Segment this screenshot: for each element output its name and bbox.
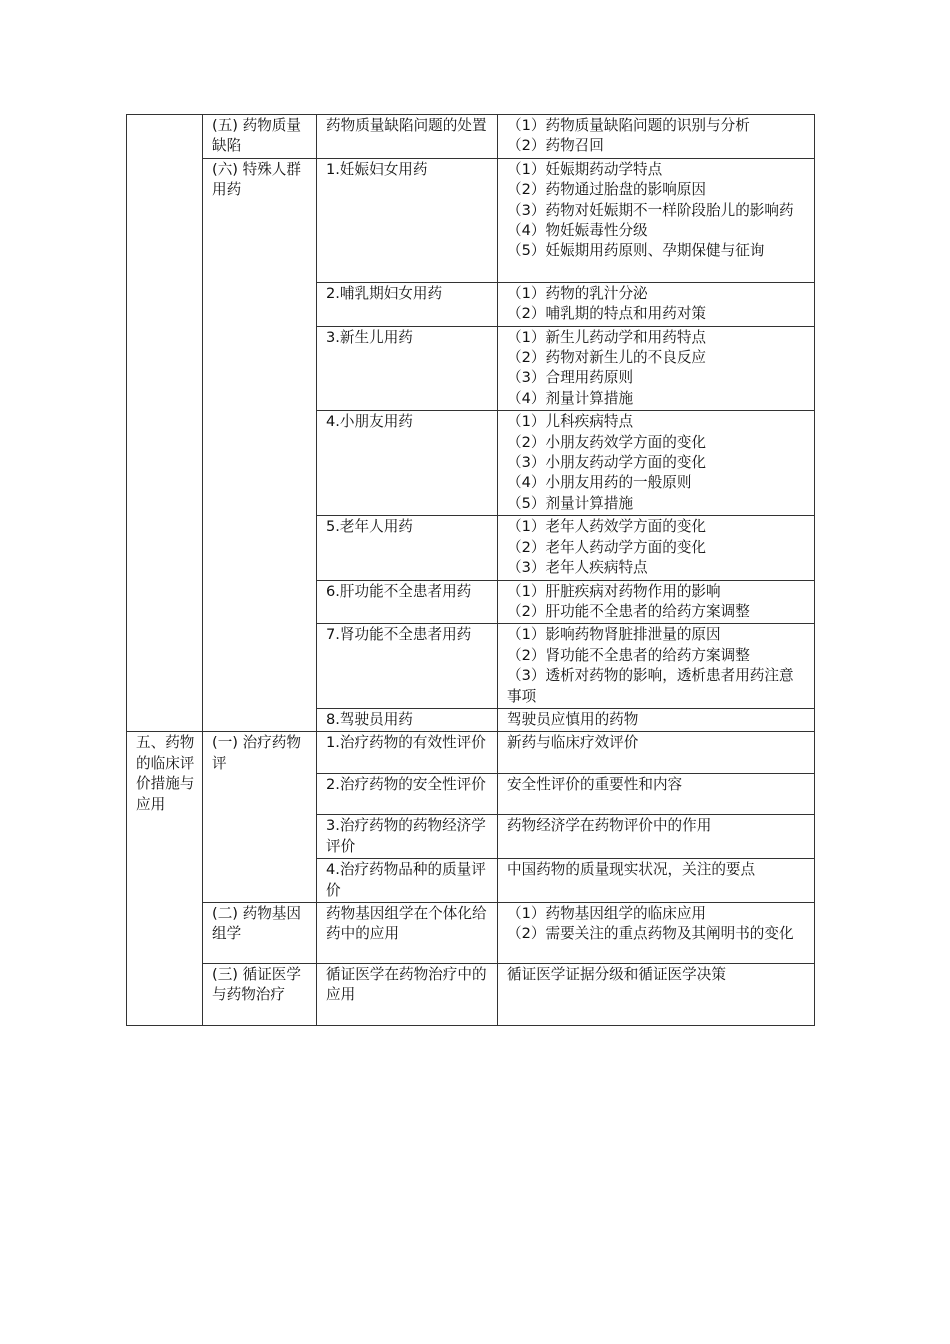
table-row [127, 732, 815, 774]
table-row [127, 902, 815, 963]
topic-cell: 3.治疗药物的药物经济学评价 [317, 815, 498, 859]
point-item: （3）药物对妊娠期不一样阶段胎儿的影响药 [507, 201, 794, 219]
point-item: 中国药物的质量现实状况，关注的要点 [507, 861, 756, 879]
points-cell [498, 859, 815, 903]
points-cell [498, 902, 815, 963]
point-item: （1）老年人药效学方面的变化 [507, 518, 707, 536]
subsection-cell: (一) 治疗药物评 [203, 732, 317, 903]
point-item: 新药与临床疗效评价 [507, 734, 639, 752]
topic-cell: 5.老年人用药 [317, 516, 498, 580]
subsection-cell: (二) 药物基因组学 [203, 902, 317, 963]
point-item: 安全性评价的重要性和内容 [507, 776, 683, 794]
point-item: （3）合理用药原则 [507, 369, 634, 387]
topic-cell: 1.妊娠妇女用药 [317, 158, 498, 282]
topic-cell: 8.驾驶员用药 [317, 708, 498, 731]
point-item: （1）妊娠期药动学特点 [507, 160, 663, 178]
point-item: （3）小朋友药动学方面的变化 [507, 454, 707, 472]
point-item: （3）老年人疾病特点 [507, 559, 648, 577]
points-cell [498, 326, 815, 411]
subsection-cell: (六) 特殊人群用药 [203, 158, 317, 732]
point-item: （1）药物基因组学的临床应用 [507, 904, 707, 922]
points-cell [498, 158, 815, 282]
point-item: （2）药物通过胎盘的影响原因 [507, 181, 707, 199]
unit-cell [127, 115, 203, 732]
point-item: （1）肝脏疾病对药物作用的影响 [507, 582, 721, 600]
subsection-cell: (五) 药物质量缺陷 [203, 115, 317, 159]
topic-cell: 6.肝功能不全患者用药 [317, 580, 498, 624]
point-item: （1）药物质量缺陷问题的识别与分析 [507, 117, 750, 134]
point-item: （2）肝功能不全患者的给药方案调整 [507, 602, 750, 620]
points-cell [498, 516, 815, 580]
points-cell [498, 624, 815, 709]
topic-cell: 2.哺乳期妇女用药 [317, 282, 498, 326]
subsection-cell: (三) 循证医学与药物治疗 [203, 963, 317, 1025]
point-item: （4）剂量计算措施 [507, 389, 634, 407]
points-cell [498, 282, 815, 326]
point-item: （2）小朋友药效学方面的变化 [507, 433, 707, 451]
syllabus-table [126, 114, 815, 1026]
points-cell [498, 963, 815, 1025]
point-item: 循证医学证据分级和循证医学决策 [507, 965, 726, 983]
points-cell [498, 580, 815, 624]
table-row [127, 963, 815, 1025]
point-item: （1）新生儿药动学和用药特点 [507, 328, 707, 346]
points-cell [498, 774, 815, 815]
point-item: （2）肾功能不全患者的给药方案调整 [507, 646, 750, 664]
point-item: （2）药物对新生儿的不良反应 [507, 349, 707, 367]
unit-cell: 五、药物的临床评价措施与应用 [127, 732, 203, 1026]
points-cell [498, 732, 815, 774]
topic-cell: 2.治疗药物的安全性评价 [317, 774, 498, 815]
point-item: （2）需要关注的重点药物及其阐明书的变化 [507, 925, 794, 943]
table-row [127, 158, 815, 282]
point-item: （2）哺乳期的特点和用药对策 [507, 305, 707, 323]
topic-cell: 药物基因组学在个体化给药中的应用 [317, 902, 498, 963]
point-item: 药物经济学在药物评价中的作用 [507, 817, 712, 835]
topic-cell: 4.小朋友用药 [317, 411, 498, 516]
topic-cell: 4.治疗药物品种的质量评价 [317, 859, 498, 903]
points-cell [498, 708, 815, 731]
point-item: （5）剂量计算措施 [507, 494, 634, 512]
point-item: （1）影响药物肾脏排泄量的原因 [507, 626, 721, 644]
points-cell [498, 115, 815, 159]
points-cell [498, 411, 815, 516]
topic-cell: 7.肾功能不全患者用药 [317, 624, 498, 709]
topic-cell: 1.治疗药物的有效性评价 [317, 732, 498, 774]
topic-cell: 3.新生儿用药 [317, 326, 498, 411]
point-item: （5）妊娠期用药原则、孕期保健与征询 [507, 242, 765, 260]
topic-cell: 药物质量缺陷问题的处置 [317, 115, 498, 159]
point-item: （1）药物的乳汁分泌 [507, 284, 648, 302]
points-cell [498, 815, 815, 859]
point-item: （4）物妊娠毒性分级 [507, 222, 648, 240]
topic-cell: 循证医学在药物治疗中的应用 [317, 963, 498, 1025]
point-item: （2）老年人药动学方面的变化 [507, 538, 707, 556]
point-item: （1）儿科疾病特点 [507, 413, 634, 431]
table-row [127, 115, 815, 159]
point-item: 驾驶员应慎用的药物 [507, 710, 639, 728]
point-item: （4）小朋友用药的一般原则 [507, 474, 692, 492]
point-item: （2）药物召回 [507, 137, 604, 155]
point-item: （3）透析对药物的影响，透析患者用药注意事项 [507, 667, 794, 705]
